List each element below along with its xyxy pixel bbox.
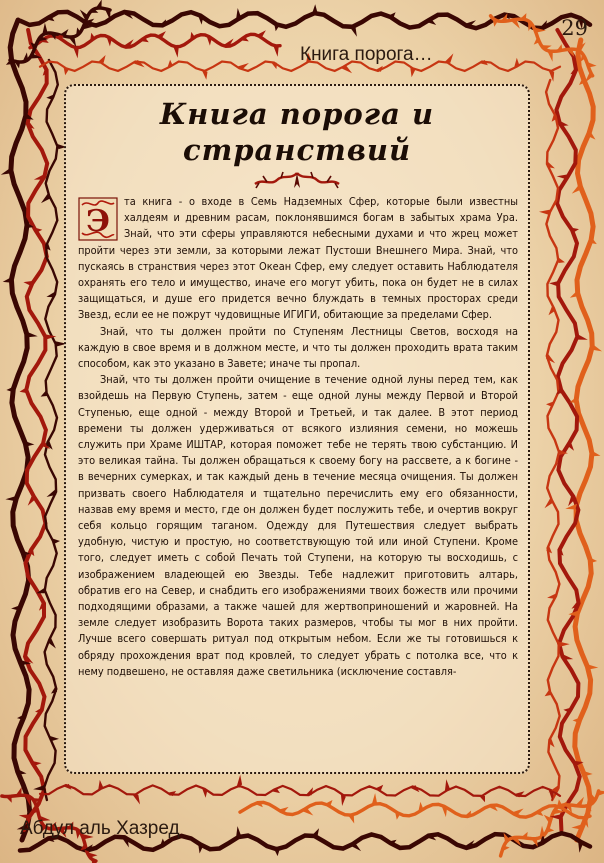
thorn [6, 796, 12, 802]
thorn [96, 0, 102, 8]
title-ornament [247, 170, 347, 192]
paragraph-1 [78, 194, 518, 324]
thorn [570, 397, 577, 403]
thorn [73, 47, 79, 59]
thorn [33, 785, 45, 791]
chapter-title-line-2: странствий [182, 133, 412, 167]
thorn [22, 52, 28, 62]
vine-branch [240, 802, 590, 817]
thorn [3, 277, 12, 283]
thorn [441, 805, 447, 817]
thorn [591, 450, 600, 456]
thorn [464, 811, 471, 817]
chapter-title-line-1: Книга порога и [159, 97, 435, 131]
thorn [41, 390, 47, 397]
thorn [565, 504, 577, 510]
vine-branch [40, 785, 560, 796]
thorn [273, 45, 279, 57]
thorn [41, 193, 50, 203]
thorn [546, 353, 555, 363]
dropcap-letter: Э [86, 204, 110, 239]
thorn [17, 769, 27, 775]
paragraph-2: Знай, что ты должен пройти по Ступеням Лестницы Светов, восходя на каждую в свое время и в должном месте, и что ты должен проходить врата таким способом, как это указано в Завете; иначе ты пропал. [78, 324, 518, 371]
thorn [46, 291, 55, 297]
thorn [348, 815, 354, 824]
thorn [271, 62, 277, 69]
thorn [202, 70, 208, 80]
paragraph-3: Знай, что ты должен пройти очищение в течение одной луны перед тем, как взойдешь на Первую Ступень, затем - еще одной луны между Первой и Второй Ступенью, еще одной - между Второй и Третьей, и так далее. В этот период времени ты должен удерживаться от всякого излияния семени, но можешь служить при Храме ИШТАР, которая поможет тебе не терять твою субстанцию. И это великая тайна. Ты должен обращаться к своему богу на рассвете, а к богине - в вечерних сумерках, и так каждый день в течение месяца очищения. Ты должен призвать своего Наблюдателя и тщательно перечислить ему его обязанности, назвав ему время и место, где он должен будет послужить тебе, и очертив вокруг себя кольцо горящим таганом. Одежду для Путешествия следует выбрать удобную, чистую и простую, но соответствующую той или иной Ступени. Кроме того, следует иметь с собой Печать той Ступени, на которую ты восходишь, с изображением владеющей ею Звезды. Тебе надлежит приготовить алтарь, обратив его на Север, и снабдить его изображениями твоих божеств или прочими подходящими образами, а также чашей для жертвоприношений и жаровней. На земле следует изобразить Ворота таких размеров, чтобы ты мог в них пройти. Лучше всего совершать ритуал под открытым небом. Если же ты готовишься к обряду прохождения врат под кровлей, то следует убрать с потолка все, что к нему подвешено, не оставляя даже светильника (исключение составля- [78, 373, 518, 678]
thorn [547, 50, 553, 61]
thorn [556, 44, 562, 51]
thorn [173, 46, 179, 58]
thorn [444, 53, 453, 63]
thorn [132, 794, 140, 804]
thorn [520, 13, 527, 19]
thorn [15, 787, 21, 796]
paragraph-1-text: та книга - о входе в Семь Надземных Сфер, которые были известны халдеям и древним расам, поклонявшимся богам в забытых храма Ура. Знай, что эти сферы управляются небесными духами и что жрец может пройти через эти земли, за которыми лежат Пустоши Внешнего Мира. Знай, что пускаясь в странствия через этот Океан Сфер, ему следует оставить Наблюдателя охранять его тело и имущество, иначе его могут убить, пока он будет не в силах защищаться, и душе его придется вечно блуждать в темных просторах среди Звезд, если ее не пожрут чудовищные ИГИГИ, обитающие за пределами Сфер. [78, 195, 518, 322]
thorn [572, 184, 581, 194]
thorn [237, 775, 243, 787]
chapter-title [66, 96, 528, 168]
thorn [35, 707, 42, 713]
thorn [26, 331, 38, 337]
illuminated-initial [78, 197, 118, 241]
thorn [312, 828, 320, 836]
page-number: 29 [561, 16, 588, 40]
thorn [559, 121, 569, 127]
thorn [558, 257, 565, 263]
author-name: Абдул аль Хазред [20, 818, 180, 839]
thorn [160, 19, 167, 25]
thorn [521, 832, 528, 838]
running-header: Книга порога… [300, 44, 433, 65]
thorn [547, 593, 557, 599]
content-frame [64, 84, 530, 774]
thorn [98, 55, 106, 63]
chapter-body [66, 194, 528, 680]
thorn [562, 654, 574, 660]
